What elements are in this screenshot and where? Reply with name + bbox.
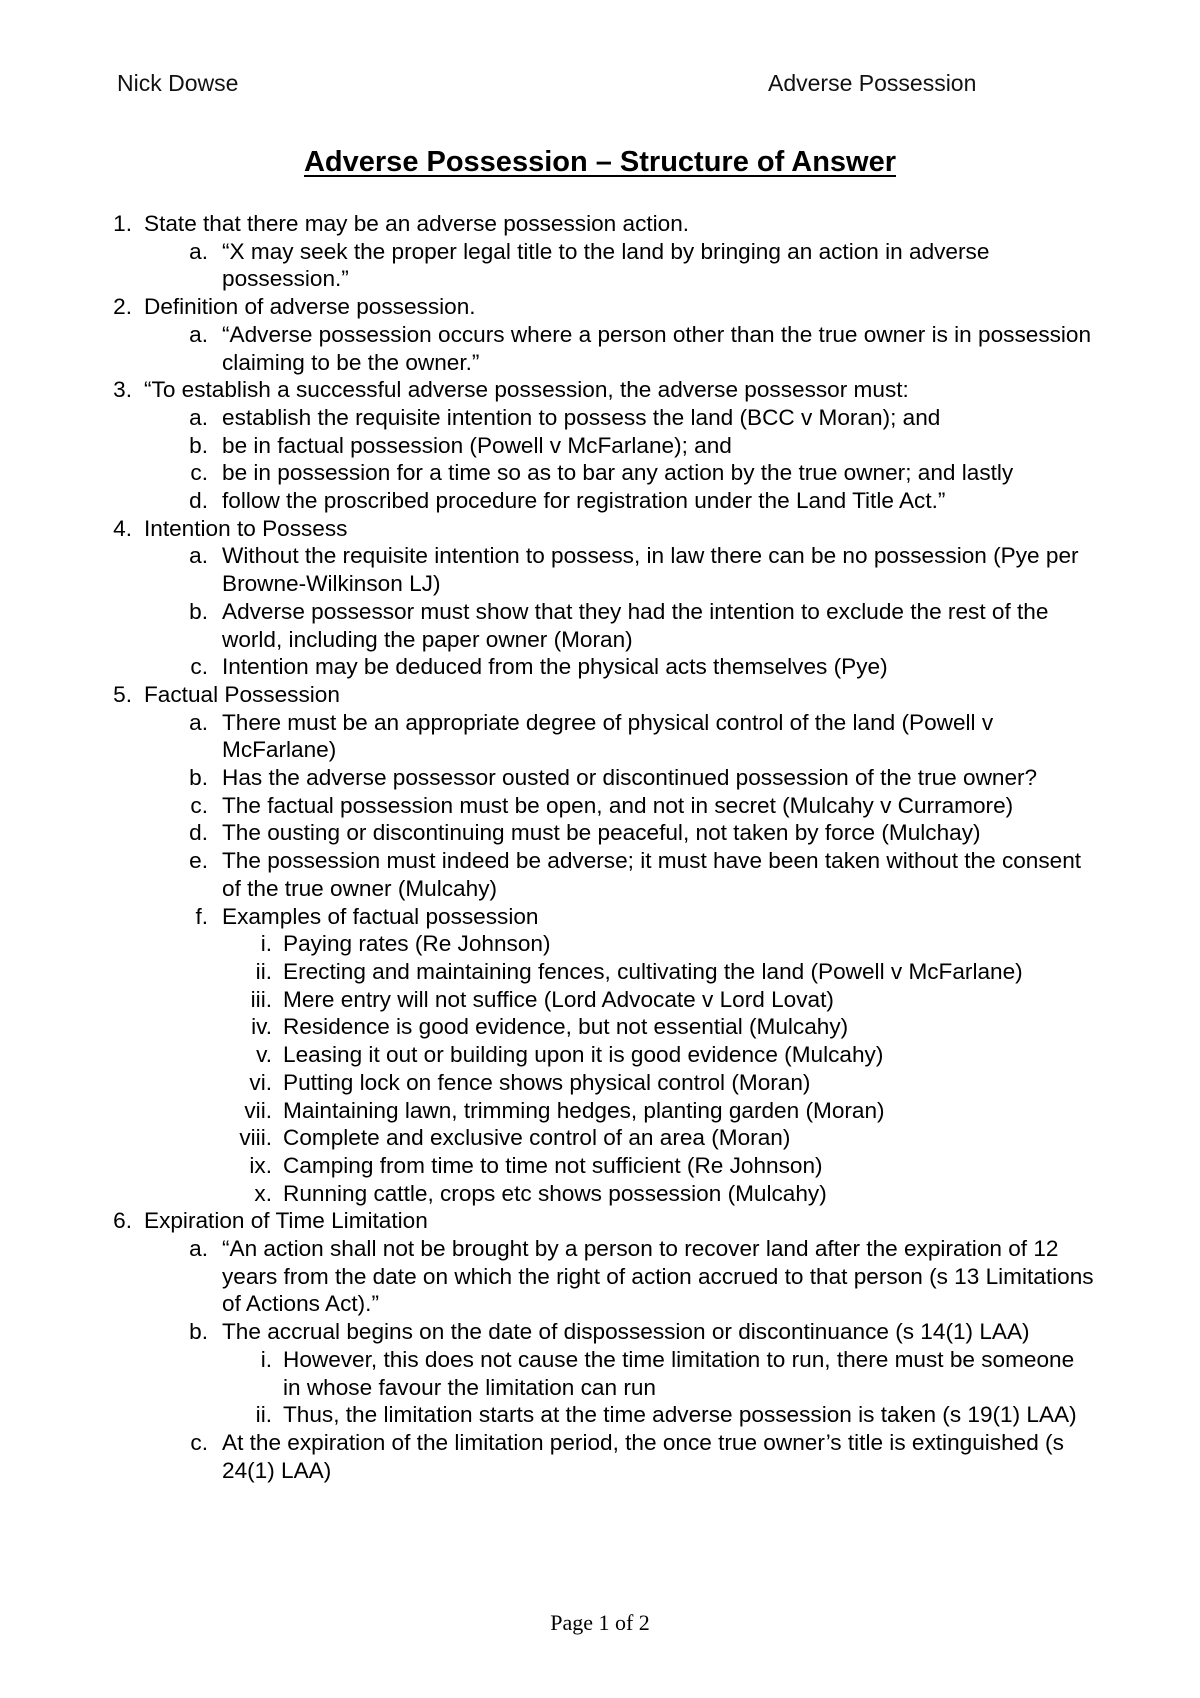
outline-item-marker: c. [190,654,208,680]
outline-item-level-2 [0,653,1200,681]
outline-item-level-3 [0,1401,1200,1429]
outline-item-level-2 [0,321,1200,376]
outline-item-marker: iv. [251,1014,272,1040]
outline-item-level-2 [0,764,1200,792]
outline-item-text: Camping from time to time not sufficient (Re Johnson) [283,1152,823,1178]
outline-item-text: Definition of adverse possession. [144,294,476,320]
outline-item-level-3 [0,1013,1200,1041]
outline-item-level-1 [0,681,1200,709]
page-number: Page 1 of 2 [550,1610,650,1635]
outline-item-text: Paying rates (Re Johnson) [283,931,551,957]
outline-item-level-3 [0,986,1200,1014]
outline-item-marker: ix. [249,1152,272,1178]
outline-item-marker: i. [260,1346,272,1372]
outline-item-marker: c. [190,460,208,486]
outline-item-text: Without the requisite intention to possess, in law there can be no possession (Pye per Browne-Wilkinson LJ) [222,543,1079,597]
outline-item-text: “Adverse possession occurs where a person other than the true owner is in possession claiming to be the owner.” [222,321,1092,375]
outline-item-marker: vii. [244,1097,272,1123]
outline-item-level-3 [0,1124,1200,1152]
outline-item-marker: v. [256,1042,272,1068]
outline-item-level-1 [0,376,1200,404]
outline-item-level-1 [0,515,1200,543]
outline-item-marker: x. [254,1180,272,1206]
outline-item-marker: b. [189,1319,208,1345]
outline-item-text: The ousting or discontinuing must be peaceful, not taken by force (Mulchay) [222,820,981,846]
outline-item-marker: vi. [249,1069,272,1095]
outline-item-marker: 2. [113,294,132,320]
outline-item-text: “X may seek the proper legal title to the land by bringing an action in adverse possession.” [222,238,990,292]
outline-item-marker: d. [189,820,208,846]
outline-item-marker: a. [189,404,208,430]
outline-item-marker: i. [260,931,272,957]
outline-item-level-2 [0,1318,1200,1346]
outline-item-marker: a. [189,543,208,569]
outline-item-marker: viii. [239,1125,272,1151]
outline-item-text: Leasing it out or building upon it is good evidence (Mulcahy) [283,1042,884,1068]
outline-item-level-2 [0,432,1200,460]
outline-item-text: Running cattle, crops etc shows possession (Mulcahy) [283,1180,827,1206]
outline-item-text: Adverse possessor must show that they had the intention to exclude the rest of the world, including the paper owner (Moran) [222,598,1049,652]
outline-item-marker: 6. [113,1208,132,1234]
outline-item-marker: b. [189,765,208,791]
outline-item-marker: 1. [113,211,132,236]
outline-item-level-3 [0,1346,1200,1401]
outline-list [0,210,1200,1484]
outline-item-marker: c. [190,1429,208,1455]
outline-item-marker: 5. [113,681,132,707]
outline-item-level-3 [0,930,1200,958]
outline-item-text: Expiration of Time Limitation [144,1208,428,1234]
outline-item-text: Erecting and maintaining fences, cultivating the land (Powell v McFarlane) [283,958,1023,984]
outline-item-level-2 [0,792,1200,820]
outline-item-marker: ii. [255,1402,272,1428]
outline-item-level-1 [0,210,1200,238]
outline-item-text: Has the adverse possessor ousted or discontinued possession of the true owner? [222,765,1038,791]
outline-item-level-2 [0,487,1200,515]
outline-item-text: State that there may be an adverse possession action. [144,211,690,236]
outline-item-level-2 [0,459,1200,487]
outline-item-level-2 [0,1429,1200,1484]
outline-item-text: Putting lock on fence shows physical control (Moran) [283,1069,811,1095]
outline-item-text: However, this does not cause the time limitation to run, there must be someone in whose favour the limitation can run [283,1346,1075,1400]
outline-item-marker: c. [190,792,208,818]
outline-item-level-2 [0,847,1200,902]
header-topic: Adverse Possession [768,70,977,96]
outline-item-level-1 [0,293,1200,321]
outline-item-text: Thus, the limitation starts at the time adverse possession is taken (s 19(1) LAA) [283,1402,1077,1428]
outline-item-level-3 [0,1097,1200,1125]
outline-item-text: Maintaining lawn, trimming hedges, planting garden (Moran) [283,1097,885,1123]
outline-item-text: The possession must indeed be adverse; it must have been taken without the consent of the true owner (Mulcahy) [222,848,1082,901]
outline-item-text: At the expiration of the limitation period, the once true owner’s title is extinguished (s 24(1) LAA) [222,1429,1064,1483]
outline-item-text: Residence is good evidence, but not essential (Mulcahy) [283,1014,849,1040]
outline-item-marker: e. [189,848,208,874]
outline-item-marker: f. [195,903,208,929]
outline-item-text: Factual Possession [144,681,340,707]
outline-item-text: Mere entry will not suffice (Lord Advocate v Lord Lovat) [283,986,834,1012]
outline-item-level-1 [0,1207,1200,1235]
outline-item-level-2 [0,903,1200,931]
outline-item-level-2 [0,598,1200,653]
outline-item-level-3 [0,1041,1200,1069]
outline-item-marker: d. [189,488,208,514]
outline-item-text: Intention to Possess [144,515,348,541]
outline-item-marker: 4. [113,515,132,541]
outline-item-text: Complete and exclusive control of an area (Moran) [283,1125,791,1151]
outline-item-level-3 [0,1180,1200,1208]
outline-item-text: Examples of factual possession [222,903,539,929]
outline-item-level-3 [0,1069,1200,1097]
outline-item-text: “To establish a successful adverse possession, the adverse possessor must: [144,377,909,403]
outline-item-marker: b. [189,432,208,458]
outline-item-marker: 3. [113,377,132,403]
header-author: Nick Dowse [117,70,239,96]
document-title: Adverse Possession – Structure of Answer [303,146,897,178]
outline-item-level-3 [0,958,1200,986]
outline-item-marker: a. [189,321,208,347]
outline-item-text: be in factual possession (Powell v McFarlane); and [222,432,732,458]
outline-item-text: “An action shall not be brought by a person to recover land after the expiration of 12 years from the date on which the right of action accrued to that person (s 13 Limitations of Actions Act).” [222,1236,1094,1317]
outline-item-level-2 [0,819,1200,847]
outline-item-text: Intention may be deduced from the physical acts themselves (Pye) [222,654,888,680]
outline-item-level-2 [0,404,1200,432]
outline-item-level-2 [0,238,1200,293]
outline-item-marker: b. [189,598,208,624]
outline-item-marker: ii. [255,958,272,984]
outline-item-level-2 [0,542,1200,597]
outline-item-text: There must be an appropriate degree of physical control of the land (Powell v McFarlane) [222,709,994,763]
outline-item-text: follow the proscribed procedure for registration under the Land Title Act.” [222,488,946,514]
outline-item-text: The factual possession must be open, and not in secret (Mulcahy v Curramore) [222,792,1014,818]
outline-item-marker: iii. [250,986,272,1012]
outline-item-marker: a. [189,709,208,735]
outline-item-text: The accrual begins on the date of dispossession or discontinuance (s 14(1) LAA) [222,1319,1030,1345]
outline-item-marker: a. [189,238,208,264]
outline-item-text: be in possession for a time so as to bar any action by the true owner; and lastly [222,460,1014,486]
outline-item-marker: a. [189,1236,208,1262]
outline-item-level-2 [0,1235,1200,1318]
outline-item-level-2 [0,709,1200,764]
outline-item-text: establish the requisite intention to possess the land (BCC v Moran); and [222,404,941,430]
outline-item-level-3 [0,1152,1200,1180]
